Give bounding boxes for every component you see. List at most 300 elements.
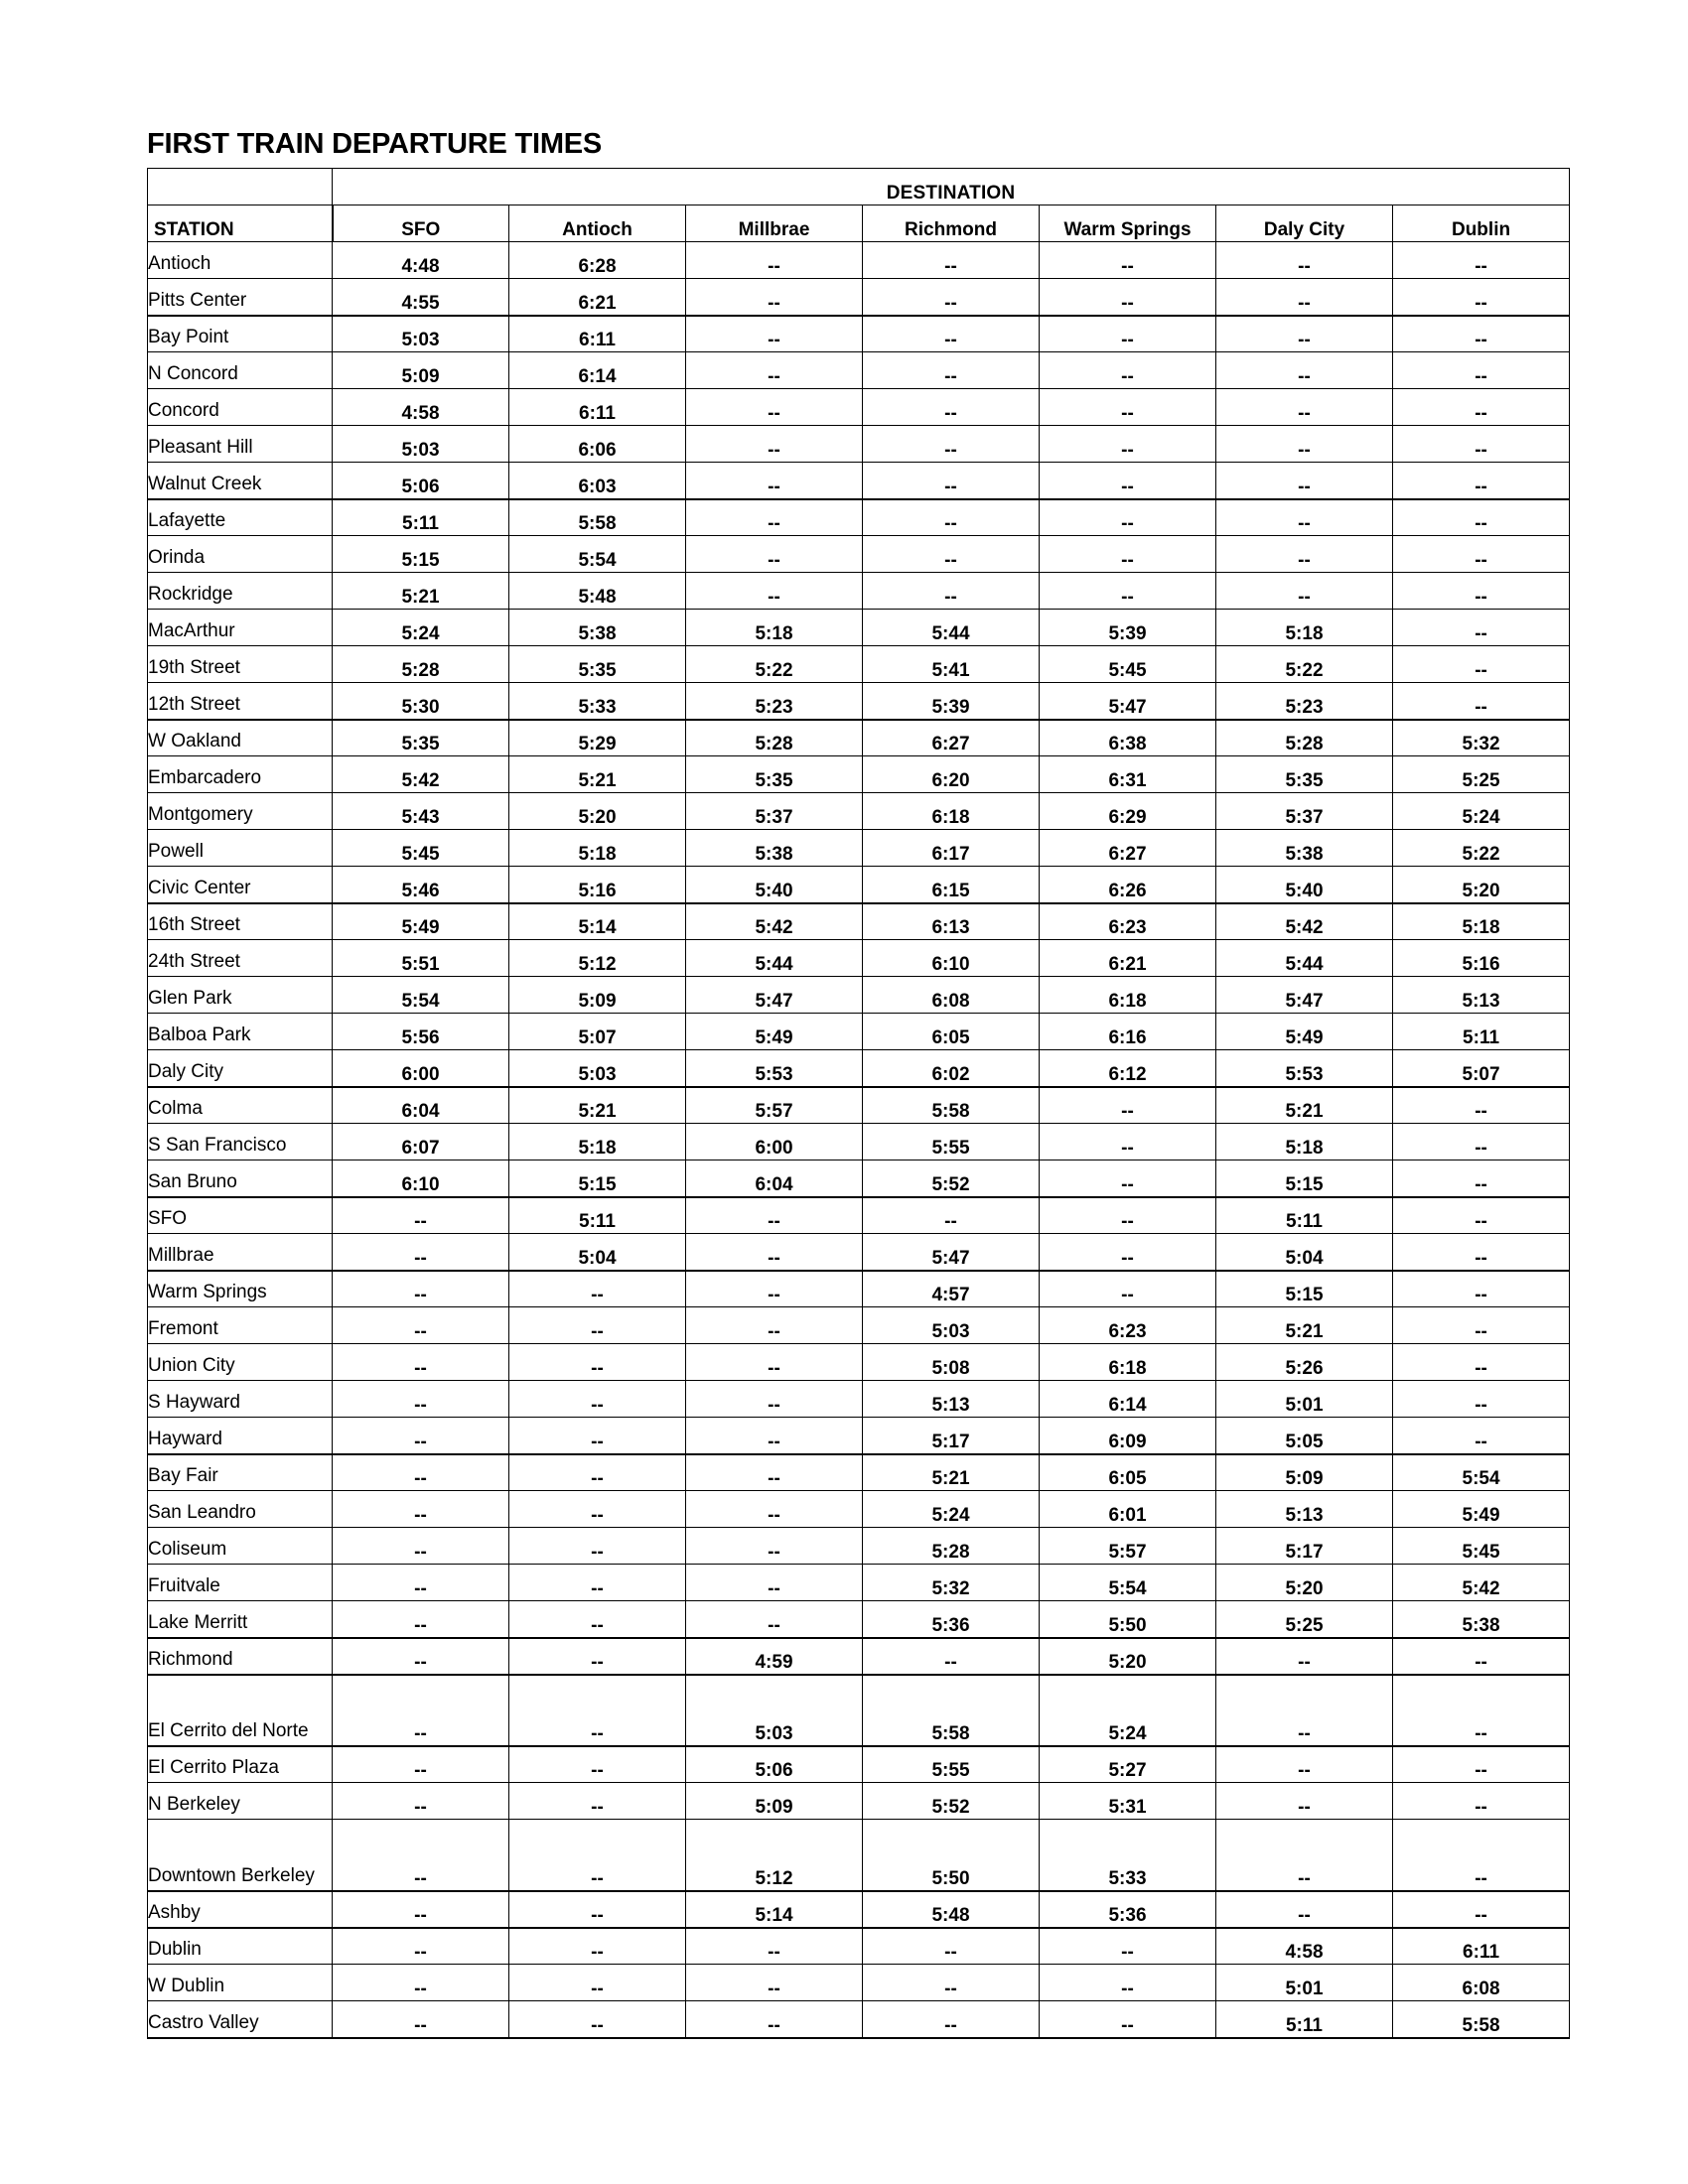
departure-time-cell: 5:37 (686, 793, 863, 830)
departure-time-cell: -- (1216, 573, 1393, 610)
station-name-cell: Daly City (148, 1050, 333, 1087)
departure-time-cell: 5:22 (1393, 830, 1570, 867)
table-row (148, 1014, 1570, 1050)
departure-time-cell: 5:24 (1393, 793, 1570, 830)
departure-time-cell: 6:18 (863, 793, 1040, 830)
table-row (148, 1783, 1570, 1820)
departure-time-cell: -- (1393, 279, 1570, 316)
departure-time-cell: -- (686, 242, 863, 279)
departure-time-cell: -- (509, 1675, 686, 1746)
departure-time-cell: 5:44 (686, 940, 863, 977)
departure-time-cell: 5:24 (1040, 1675, 1216, 1746)
station-name-cell: Lafayette (148, 499, 333, 536)
departure-time-cell: 5:28 (686, 720, 863, 756)
departure-time-cell: 6:10 (863, 940, 1040, 977)
departure-time-cell: 5:52 (863, 1783, 1040, 1820)
departure-time-cell: 5:40 (1216, 867, 1393, 903)
departure-time-cell: -- (509, 1418, 686, 1454)
departure-time-cell: 5:11 (1216, 2001, 1393, 2038)
departure-time-cell: 5:28 (333, 646, 509, 683)
departure-time-cell: 6:15 (863, 867, 1040, 903)
table-row (148, 1418, 1570, 1454)
departure-time-cell: 5:09 (509, 977, 686, 1014)
departure-time-cell: -- (1393, 1160, 1570, 1197)
table-row (148, 756, 1570, 793)
departure-time-cell: 5:13 (1216, 1491, 1393, 1528)
departure-time-cell: -- (509, 1381, 686, 1418)
departure-time-cell: 6:23 (1040, 1307, 1216, 1344)
departure-time-cell: -- (1393, 1344, 1570, 1381)
departure-time-cell: -- (686, 573, 863, 610)
departure-time-cell: 5:50 (1040, 1601, 1216, 1638)
table-row (148, 1565, 1570, 1601)
departure-time-cell: -- (333, 1783, 509, 1820)
departure-time-cell: -- (863, 463, 1040, 499)
departure-time-cell: -- (509, 1491, 686, 1528)
departure-time-cell: 5:15 (509, 1160, 686, 1197)
departure-time-cell: 5:21 (333, 573, 509, 610)
departure-time-cell: 5:57 (1040, 1528, 1216, 1565)
departure-time-cell: -- (686, 1491, 863, 1528)
departure-time-cell: 6:27 (1040, 830, 1216, 867)
departure-time-cell: 5:20 (509, 793, 686, 830)
column-header-station: STATION (148, 205, 333, 242)
departure-time-cell: 5:07 (509, 1014, 686, 1050)
departure-time-cell: -- (686, 389, 863, 426)
departure-time-cell: -- (333, 1746, 509, 1783)
station-name-cell: SFO (148, 1197, 333, 1234)
departure-time-cell: 6:00 (333, 1050, 509, 1087)
departure-time-cell: 5:27 (1040, 1746, 1216, 1783)
departure-time-cell: -- (1216, 536, 1393, 573)
station-name-cell: Dublin (148, 1928, 333, 1965)
departure-time-cell: -- (1216, 1638, 1393, 1675)
departure-time-cell: 5:55 (863, 1124, 1040, 1160)
departure-time-cell: -- (686, 1454, 863, 1491)
departure-time-cell: -- (333, 1271, 509, 1307)
departure-time-cell: 6:07 (333, 1124, 509, 1160)
departure-time-cell: -- (686, 1565, 863, 1601)
departure-time-cell: -- (686, 316, 863, 352)
departure-time-cell: -- (1216, 279, 1393, 316)
table-row (148, 1491, 1570, 1528)
departure-time-cell: -- (1393, 499, 1570, 536)
departure-time-cell: -- (1216, 499, 1393, 536)
table-row (148, 1601, 1570, 1638)
departure-time-cell: 6:28 (509, 242, 686, 279)
departure-time-cell: -- (686, 426, 863, 463)
departure-time-cell: -- (1393, 389, 1570, 426)
column-header-destination: Antioch (509, 205, 686, 242)
departure-time-cell: -- (1216, 1783, 1393, 1820)
departure-time-cell: 5:21 (509, 1087, 686, 1124)
departure-time-cell: 5:25 (1216, 1601, 1393, 1638)
departure-time-cell: 6:27 (863, 720, 1040, 756)
departure-time-cell: -- (1393, 1087, 1570, 1124)
departure-time-cell: 6:06 (509, 426, 686, 463)
departure-time-cell: 5:08 (863, 1344, 1040, 1381)
departure-time-cell: 6:14 (1040, 1381, 1216, 1418)
departure-time-cell: -- (1216, 463, 1393, 499)
departure-time-cell: -- (1393, 646, 1570, 683)
station-name-cell: Fremont (148, 1307, 333, 1344)
departure-time-cell: 5:20 (1216, 1565, 1393, 1601)
departure-time-cell: 6:04 (686, 1160, 863, 1197)
departure-time-cell: 6:09 (1040, 1418, 1216, 1454)
departure-time-cell: 5:49 (1216, 1014, 1393, 1050)
departure-time-cell: 5:32 (1393, 720, 1570, 756)
departure-time-cell: 5:21 (1216, 1307, 1393, 1344)
first-train-departure-table (147, 168, 1570, 2039)
departure-time-cell: -- (333, 1344, 509, 1381)
departure-time-cell: 6:11 (509, 316, 686, 352)
column-header-destination: Richmond (863, 205, 1040, 242)
departure-time-cell: -- (1216, 1746, 1393, 1783)
departure-time-cell: 5:16 (509, 867, 686, 903)
departure-time-cell: 5:49 (686, 1014, 863, 1050)
departure-time-cell: 5:44 (1216, 940, 1393, 977)
departure-time-cell: 5:38 (686, 830, 863, 867)
departure-time-cell: 6:31 (1040, 756, 1216, 793)
departure-time-cell: -- (1040, 1160, 1216, 1197)
table-row (148, 1124, 1570, 1160)
table-row (148, 1454, 1570, 1491)
departure-time-cell: 5:39 (863, 683, 1040, 720)
station-name-cell: Pleasant Hill (148, 426, 333, 463)
departure-time-cell: -- (1393, 1418, 1570, 1454)
departure-time-cell: 5:03 (863, 1307, 1040, 1344)
departure-time-cell: -- (1393, 1891, 1570, 1928)
departure-time-cell: 5:54 (509, 536, 686, 573)
departure-time-cell: -- (1393, 1820, 1570, 1891)
departure-time-cell: 6:38 (1040, 720, 1216, 756)
departure-time-cell: 5:15 (1216, 1271, 1393, 1307)
departure-time-cell: -- (1393, 1124, 1570, 1160)
departure-time-cell: 5:18 (509, 1124, 686, 1160)
departure-time-cell: -- (863, 426, 1040, 463)
departure-time-cell: 5:43 (333, 793, 509, 830)
station-name-cell: Lake Merritt (148, 1601, 333, 1638)
departure-time-cell: 5:14 (686, 1891, 863, 1928)
departure-time-cell: -- (1216, 1675, 1393, 1746)
departure-time-cell: 6:21 (509, 279, 686, 316)
table-row (148, 573, 1570, 610)
station-name-cell: S Hayward (148, 1381, 333, 1418)
departure-time-cell: 6:11 (509, 389, 686, 426)
departure-time-cell: 5:48 (509, 573, 686, 610)
departure-time-cell: -- (686, 1528, 863, 1565)
departure-time-cell: 5:37 (1216, 793, 1393, 830)
departure-time-cell: 5:03 (509, 1050, 686, 1087)
departure-time-cell: -- (1040, 316, 1216, 352)
table-row (148, 903, 1570, 940)
departure-time-cell: -- (686, 1965, 863, 2001)
departure-time-cell: -- (509, 1528, 686, 1565)
departure-time-cell: 5:04 (1216, 1234, 1393, 1271)
departure-time-cell: 5:18 (509, 830, 686, 867)
station-name-cell: Hayward (148, 1418, 333, 1454)
station-name-cell: San Bruno (148, 1160, 333, 1197)
departure-time-cell: -- (509, 1565, 686, 1601)
station-name-cell: Fruitvale (148, 1565, 333, 1601)
departure-time-cell: -- (1040, 1234, 1216, 1271)
departure-time-cell: -- (1393, 683, 1570, 720)
departure-time-cell: 6:05 (1040, 1454, 1216, 1491)
departure-time-cell: 5:29 (509, 720, 686, 756)
departure-time-cell: 5:16 (1393, 940, 1570, 977)
table-row (148, 1160, 1570, 1197)
station-name-cell: MacArthur (148, 610, 333, 646)
departure-time-cell: 5:58 (509, 499, 686, 536)
departure-time-cell: 5:40 (686, 867, 863, 903)
departure-time-cell: -- (509, 1601, 686, 1638)
departure-time-cell: -- (333, 1601, 509, 1638)
station-name-cell: N Berkeley (148, 1783, 333, 1820)
departure-time-cell: -- (509, 1820, 686, 1891)
departure-time-cell: 5:07 (1393, 1050, 1570, 1087)
departure-time-cell: 5:35 (509, 646, 686, 683)
departure-time-cell: -- (509, 1891, 686, 1928)
departure-time-cell: -- (863, 1928, 1040, 1965)
table-row (148, 646, 1570, 683)
departure-time-cell: -- (686, 1418, 863, 1454)
departure-time-cell: 6:12 (1040, 1050, 1216, 1087)
departure-time-cell: -- (1040, 242, 1216, 279)
table-head (148, 169, 1570, 242)
table-row (148, 1344, 1570, 1381)
departure-time-cell: 4:59 (686, 1638, 863, 1675)
departure-time-cell: 6:20 (863, 756, 1040, 793)
departure-time-cell: 5:11 (509, 1197, 686, 1234)
departure-time-cell: 6:03 (509, 463, 686, 499)
departure-time-cell: 5:52 (863, 1160, 1040, 1197)
departure-time-cell: 5:21 (863, 1454, 1040, 1491)
table-row (148, 2001, 1570, 2038)
departure-time-cell: -- (1393, 1746, 1570, 1783)
departure-time-cell: 5:28 (863, 1528, 1040, 1565)
station-name-cell: Orinda (148, 536, 333, 573)
departure-time-cell: -- (333, 2001, 509, 2038)
departure-time-cell: 5:49 (1393, 1491, 1570, 1528)
departure-time-cell: 5:32 (863, 1565, 1040, 1601)
departure-time-cell: 5:20 (1040, 1638, 1216, 1675)
station-name-cell: Richmond (148, 1638, 333, 1675)
station-name-cell: Antioch (148, 242, 333, 279)
station-name-cell: Ashby (148, 1891, 333, 1928)
departure-time-cell: -- (333, 1234, 509, 1271)
station-name-cell: 16th Street (148, 903, 333, 940)
departure-time-cell: -- (1393, 316, 1570, 352)
departure-time-cell: -- (1216, 352, 1393, 389)
table-row (148, 1528, 1570, 1565)
departure-time-cell: 5:17 (1216, 1528, 1393, 1565)
departure-time-cell: 6:04 (333, 1087, 509, 1124)
departure-time-cell: 5:13 (1393, 977, 1570, 1014)
departure-time-cell: 6:13 (863, 903, 1040, 940)
departure-time-cell: -- (509, 1783, 686, 1820)
departure-time-cell: -- (1040, 1197, 1216, 1234)
departure-time-cell: -- (863, 316, 1040, 352)
departure-time-cell: -- (509, 1454, 686, 1491)
table-row (148, 1234, 1570, 1271)
departure-time-cell: 6:11 (1393, 1928, 1570, 1965)
departure-time-cell: -- (1216, 1820, 1393, 1891)
departure-time-cell: -- (509, 2001, 686, 2038)
departure-time-cell: -- (1393, 426, 1570, 463)
departure-time-cell: 5:38 (509, 610, 686, 646)
departure-time-cell: 4:55 (333, 279, 509, 316)
station-name-cell: Pitts Center (148, 279, 333, 316)
departure-time-cell: 5:42 (333, 756, 509, 793)
departure-time-cell: 5:24 (333, 610, 509, 646)
departure-time-cell: -- (863, 2001, 1040, 2038)
departure-time-cell: -- (333, 1891, 509, 1928)
station-name-cell: El Cerrito del Norte (148, 1675, 333, 1746)
departure-time-cell: -- (333, 1675, 509, 1746)
departure-time-cell: 5:18 (1216, 1124, 1393, 1160)
departure-time-cell: -- (1040, 426, 1216, 463)
departure-time-cell: 6:23 (1040, 903, 1216, 940)
departure-time-cell: 5:26 (1216, 1344, 1393, 1381)
table-row (148, 1675, 1570, 1746)
departure-time-cell: -- (1393, 352, 1570, 389)
station-name-cell: Bay Point (148, 316, 333, 352)
departure-time-cell: -- (1040, 352, 1216, 389)
departure-time-cell: 5:13 (863, 1381, 1040, 1418)
departure-time-cell: 5:31 (1040, 1783, 1216, 1820)
departure-time-cell: -- (1393, 536, 1570, 573)
table-row (148, 426, 1570, 463)
departure-time-cell: -- (1040, 1087, 1216, 1124)
table-row (148, 1087, 1570, 1124)
departure-time-cell: 5:36 (863, 1601, 1040, 1638)
departure-time-cell: -- (333, 1638, 509, 1675)
station-name-cell: El Cerrito Plaza (148, 1746, 333, 1783)
table-row (148, 1638, 1570, 1675)
station-name-cell: Castro Valley (148, 2001, 333, 2038)
departure-time-cell: 5:53 (686, 1050, 863, 1087)
departure-time-cell: 5:45 (333, 830, 509, 867)
table-row (148, 389, 1570, 426)
departure-time-cell: 5:15 (1216, 1160, 1393, 1197)
departure-time-cell: 5:25 (1393, 756, 1570, 793)
departure-time-cell: 6:14 (509, 352, 686, 389)
station-name-cell: N Concord (148, 352, 333, 389)
departure-time-cell: -- (1040, 573, 1216, 610)
departure-time-cell: 5:47 (686, 977, 863, 1014)
departure-time-cell: 6:02 (863, 1050, 1040, 1087)
departure-time-cell: -- (863, 279, 1040, 316)
departure-time-cell: 6:18 (1040, 1344, 1216, 1381)
departure-time-cell: -- (1393, 1197, 1570, 1234)
departure-time-cell: 5:01 (1216, 1965, 1393, 2001)
departure-time-cell: -- (1040, 463, 1216, 499)
departure-time-cell: -- (1040, 1928, 1216, 1965)
departure-time-cell: -- (333, 1418, 509, 1454)
departure-time-cell: -- (1040, 536, 1216, 573)
table-row (148, 867, 1570, 903)
departure-time-cell: 5:17 (863, 1418, 1040, 1454)
departure-time-cell: -- (333, 1381, 509, 1418)
departure-time-cell: 5:35 (333, 720, 509, 756)
departure-time-cell: 6:16 (1040, 1014, 1216, 1050)
departure-time-cell: -- (333, 1197, 509, 1234)
column-header-destination: Dublin (1393, 205, 1570, 242)
table-row (148, 1928, 1570, 1965)
departure-time-cell: 5:09 (1216, 1454, 1393, 1491)
departure-time-cell: -- (1040, 2001, 1216, 2038)
departure-time-cell: 5:11 (1393, 1014, 1570, 1050)
departure-time-cell: -- (1040, 279, 1216, 316)
departure-time-cell: 5:54 (1393, 1454, 1570, 1491)
departure-time-cell: -- (1216, 242, 1393, 279)
departure-time-cell: -- (509, 1307, 686, 1344)
departure-time-cell: -- (1393, 242, 1570, 279)
table-row (148, 1307, 1570, 1344)
departure-time-cell: -- (863, 536, 1040, 573)
departure-time-cell: -- (863, 389, 1040, 426)
departure-time-cell: -- (1393, 463, 1570, 499)
departure-time-cell: 5:56 (333, 1014, 509, 1050)
table-row (148, 977, 1570, 1014)
table-row (148, 536, 1570, 573)
departure-time-cell: -- (1216, 389, 1393, 426)
departure-time-cell: -- (509, 1965, 686, 2001)
departure-time-cell: 5:04 (509, 1234, 686, 1271)
departure-time-cell: 5:48 (863, 1891, 1040, 1928)
departure-time-cell: 5:57 (686, 1087, 863, 1124)
departure-time-cell: 5:49 (333, 903, 509, 940)
station-name-cell: W Dublin (148, 1965, 333, 2001)
departure-time-cell: 5:18 (686, 610, 863, 646)
departure-time-cell: 6:29 (1040, 793, 1216, 830)
departure-time-cell: -- (686, 463, 863, 499)
column-header-destination: Warm Springs (1040, 205, 1216, 242)
departure-time-cell: 4:48 (333, 242, 509, 279)
departure-time-cell: -- (509, 1928, 686, 1965)
station-name-cell: 24th Street (148, 940, 333, 977)
departure-time-cell: 5:39 (1040, 610, 1216, 646)
departure-time-cell: -- (686, 2001, 863, 2038)
departure-time-cell: -- (863, 1638, 1040, 1675)
departure-time-cell: -- (333, 1491, 509, 1528)
departure-time-cell: -- (686, 1928, 863, 1965)
table-row (148, 1381, 1570, 1418)
departure-time-cell: 5:58 (863, 1087, 1040, 1124)
departure-time-cell: 4:57 (863, 1271, 1040, 1307)
departure-time-cell: 5:24 (863, 1491, 1040, 1528)
departure-time-cell: 5:54 (1040, 1565, 1216, 1601)
page-title: FIRST TRAIN DEPARTURE TIMES (147, 128, 603, 160)
departure-time-cell: -- (333, 1454, 509, 1491)
departure-time-cell: -- (1393, 610, 1570, 646)
table-row (148, 1891, 1570, 1928)
departure-time-cell: -- (686, 279, 863, 316)
departure-time-cell: 6:08 (863, 977, 1040, 1014)
departure-time-cell: 5:51 (333, 940, 509, 977)
departure-time-cell: 5:06 (333, 463, 509, 499)
departure-time-cell: 5:42 (686, 903, 863, 940)
station-name-cell: Glen Park (148, 977, 333, 1014)
departure-time-cell: -- (686, 1307, 863, 1344)
departure-time-cell: 5:38 (1216, 830, 1393, 867)
departure-time-cell: 5:01 (1216, 1381, 1393, 1418)
departure-time-cell: 5:53 (1216, 1050, 1393, 1087)
station-name-cell: Balboa Park (148, 1014, 333, 1050)
departure-time-cell: 5:46 (333, 867, 509, 903)
departure-time-cell: -- (333, 1565, 509, 1601)
station-name-cell: Rockridge (148, 573, 333, 610)
